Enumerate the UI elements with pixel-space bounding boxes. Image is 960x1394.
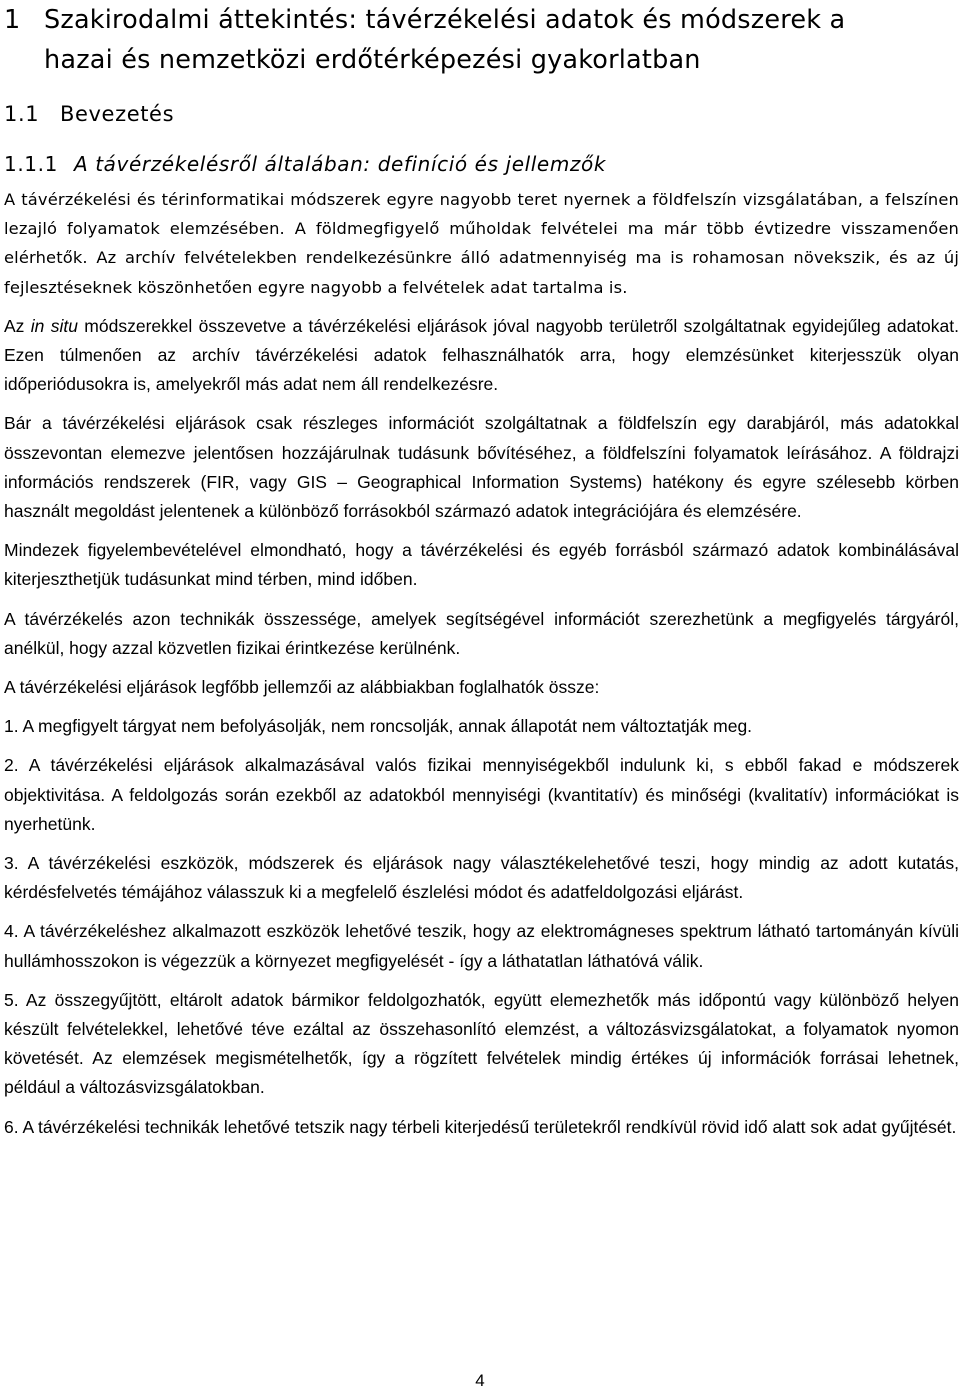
subsection-title: A távérzékelésről általában: definíció és jellemzők xyxy=(74,152,607,176)
paragraph-in-situ xyxy=(4,312,959,400)
paragraph-intro: A távérzékelési és térinformatikai módszerek egyre nagyobb teret nyernek a földfelszín vizsgálatában, a felszínen lezajló folyamatok elemzésében. A földmegfigyelő műholdak felvételei ma már több évtizedre visszamenően elérhetők. Az archív felvételekben rendelkezésünkre álló adatmennyiség ma is rohamosan növekszik, és az új fejlesztéseknek köszönhetően egyre nagyobb a felvételek adat tartalma is. xyxy=(4,190,959,297)
list-item: 4. A távérzékeléshez alkalmazott eszközök lehetővé teszik, hogy az elektromágneses spektrum látható tartományán kívüli hullámhosszokon is végezzük a környezet megfigyelését - így a láthatatlan láthatóvá válik. xyxy=(4,921,959,971)
paragraph-in-situ-start: Az xyxy=(4,315,31,336)
paragraph-in-situ-rest: módszerekkel összevetve a távérzékelési eljárások jóval nagyobb területről szolgáltatnak egyidejűleg adatokat. Ezen túlmenően az archív távérzékelési adatok felhasználhatók arra, hogy elemzésünket kiterjesszük olyan időperiódusokra is, amelyekről más adat nem áll rendelkezésre. xyxy=(4,315,959,395)
paragraph-features-intro: A távérzékelési eljárások legfőbb jellemzői az alábbiakban foglalhatók össze: xyxy=(4,677,600,698)
list-item: 2. A távérzékelési eljárások alkalmazásával valós fizikai mennyiségekből indulunk ki, s ebből fakad e módszerek objektivitása. A feldolgozás során ezekből az adatokból mennyiségi (kvantitatív) és minőségi (kvalitatív) információkat is nyerhetünk. xyxy=(4,755,959,834)
section-heading xyxy=(4,98,174,130)
list-item: 1. A megfigyelt tárgyat nem befolyásolják, nem roncsolják, annak állapotát nem változtatják meg. xyxy=(4,716,753,737)
page-number: 4 xyxy=(475,1371,485,1390)
paragraph-summary: Mindezek figyelembevételével elmondható, hogy a távérzékelési és egyéb forrásból származó adatok kombinálásával kiterjeszthetjük tudásunkat mind térben, mind időben. xyxy=(4,540,959,590)
list-item: 6. A távérzékelési technikák lehetővé tetszik nagy térbeli kiterjedésű területekről rendkívül rövid idő alatt sok adat gyűjtését. xyxy=(4,1116,957,1137)
list-item: 5. Az összegyűjtött, eltárolt adatok bármikor feldolgozhatók, együtt elemezhetők más időpontú vagy különböző helyen készült felvételekkel, lehetővé téve ezáltal az összehasonlító elemzést, a változásvizsgálatokat, a folyamatok nyomon követését. Az elemzések megismételhetők, így a rögzített felvételek mindig értékes új információk forrásai lehetnek, például a változásvizsgálatokban. xyxy=(4,989,959,1098)
list-item: 3. A távérzékelési eszközök, módszerek és eljárások nagy választékelehetővé teszi, hogy mindig az adott kutatás, kérdésfelvetés témájához válasszuk ki a megfelelő észlelési módot és adatfeldolgozási eljárást. xyxy=(4,853,959,903)
chapter-number: 1 xyxy=(4,5,21,35)
subsection-number: 1.1.1 xyxy=(4,152,58,176)
chapter-title-line2: hazai és nemzetközi erdőtérképezési gyakorlatban xyxy=(44,45,701,75)
chapter-title-line1: Szakirodalmi áttekintés: távérzékelési adatok és módszerek a xyxy=(44,5,846,35)
section-number: 1.1 xyxy=(4,102,40,126)
paragraph-definition: A távérzékelés azon technikák összessége, amelyek segítségével információt szerezhetünk a megfigyelés tárgyáról, anélkül, hogy azzal közvetlen fizikai érintkezése kerülnénk. xyxy=(4,608,959,658)
in-situ-term: in situ xyxy=(30,315,78,336)
chapter-heading xyxy=(4,0,960,80)
paragraph-gis: Bár a távérzékelési eljárások csak részleges információt szolgáltatnak a földfelszín egy darabjáról, más adatokkal összevontan elemezve jelentősen hozzájárulnak tudásunk bővítéséhez, a földfelszíni folyamatok leírásához. A földrajzi információs rendszerek (FIR, vagy GIS – Geographical Information Systems) hatékony és egyre szélesebb körben használt megoldást jelentenek a különböző forrásokból származó adatok integrációjára és elemzésére. xyxy=(4,413,959,522)
section-title: Bevezetés xyxy=(60,102,175,126)
body-text xyxy=(4,159,959,1152)
